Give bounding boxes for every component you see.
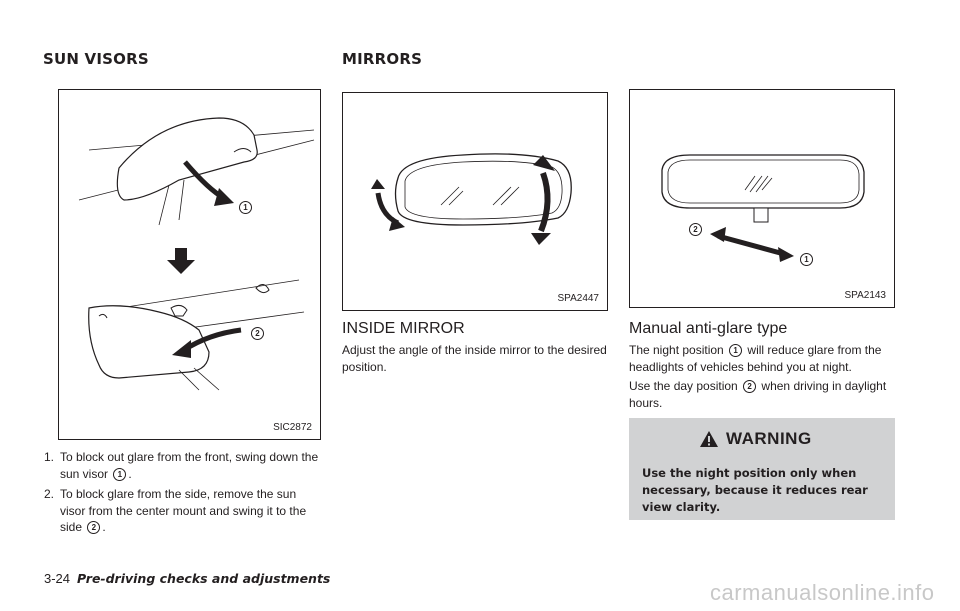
- paragraph-text: Use the day position: [629, 379, 738, 393]
- inside-mirror-title: INSIDE MIRROR: [342, 320, 465, 337]
- anti-glare-figure: [629, 89, 895, 308]
- callout-1-icon: 1: [729, 344, 742, 357]
- footer-title: Pre-driving checks and adjustments: [77, 571, 331, 586]
- page-number: 3-24: [44, 571, 71, 586]
- anti-glare-paragraph-1: [629, 342, 895, 375]
- anti-glare-callout-2: 2: [689, 223, 702, 236]
- warning-header: [699, 429, 812, 449]
- callout-2-icon: 2: [743, 380, 756, 393]
- anti-glare-callout-1: 1: [800, 253, 813, 266]
- list-text-end: .: [128, 466, 132, 481]
- list-number: 1.: [44, 450, 55, 464]
- list-number: 2.: [44, 487, 55, 501]
- list-text: To block out glare from the front, swing down the sun visor: [60, 450, 319, 481]
- warning-box: [629, 418, 895, 520]
- warning-triangle-icon: [699, 430, 719, 448]
- list-item: [44, 486, 324, 536]
- figure-code: SIC2872: [273, 422, 312, 433]
- anti-glare-title: Manual anti-glare type: [629, 320, 788, 337]
- sun-visors-heading: SUN VISORS: [43, 50, 149, 68]
- paragraph-text-end: when driving in daylight hours.: [629, 379, 887, 410]
- figure-code: SPA2143: [844, 290, 886, 301]
- inside-mirror-figure: [342, 92, 608, 311]
- visor-callout-1: 1: [239, 201, 252, 214]
- visor-callout-2: 2: [251, 327, 264, 340]
- warning-text: Use the night position only when necessary, because it reduces rear view clarity.: [642, 466, 868, 514]
- anti-glare-illustration: [630, 90, 894, 307]
- list-text: To block glare from the side, remove the sun visor from the center mount and swing it to the side: [60, 487, 307, 534]
- inside-mirror-illustration: [343, 93, 607, 310]
- sun-visor-illustration: [59, 90, 320, 439]
- figure-code: SPA2447: [557, 293, 599, 304]
- callout-2-icon: 2: [87, 521, 100, 534]
- callout-1-icon: 1: [113, 468, 126, 481]
- mirrors-heading: MIRRORS: [342, 50, 423, 68]
- list-text-end: .: [102, 520, 106, 534]
- warning-title: WARNING: [726, 429, 812, 448]
- watermark-text: carmanualsonline.info: [710, 580, 935, 605]
- sun-visor-figure: [58, 89, 321, 440]
- paragraph-text: The night position: [629, 343, 724, 357]
- list-item: [44, 449, 324, 482]
- paragraph-text-end: will reduce glare from the headlights of vehicles behind you at night.: [629, 343, 882, 374]
- anti-glare-paragraph-2: [629, 378, 895, 411]
- inside-mirror-text: Adjust the angle of the inside mirror to the desired position.: [342, 343, 607, 374]
